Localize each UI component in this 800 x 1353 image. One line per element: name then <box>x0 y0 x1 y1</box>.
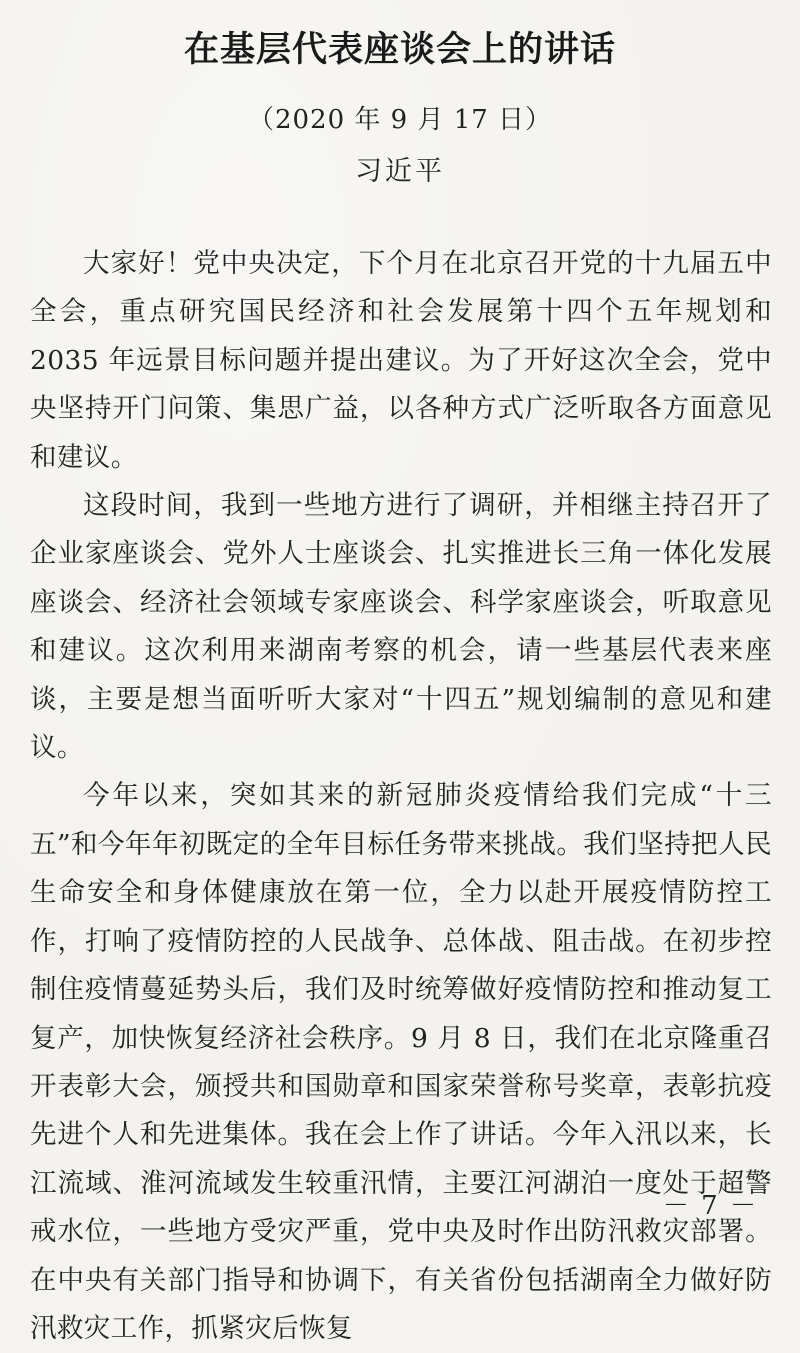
page-title: 在基层代表座谈会上的讲话 <box>183 29 616 70</box>
document-body <box>30 240 772 1353</box>
paragraph-1: 大家好！党中央决定，下个月在北京召开党的十九届五中全会，重点研究国民经济和社会发展第十四个五年规划和 2035 年远景目标问题并提出建议。为了开好这次全会，党中央坚持开门问策、集思广益，以各种方式广泛听取各方面意见和建议。 <box>30 248 772 473</box>
author-name: 习近平 <box>355 156 445 187</box>
paragraph-3: 今年以来，突如其来的新冠肺炎疫情给我们完成“十三五”和今年年初既定的全年目标任务带来挑战。我们坚持把人民生命安全和身体健康放在第一位，全力以赴开展疫情防控工作，打响了疫情防控的人民战争、总体战、阻击战。在初步控制住疫情蔓延势头后，我们及时统筹做好疫情防控和推动复工复产，加快恢复经济社会秩序。9 月 8 日，我们在北京隆重召开表彰大会，颁授共和国勋章和国家荣誉称号奖章，表彰抗疫先进个人和先进集体。我在会上作了讲话。今年入汛以来，长江流域、淮河流域发生较重汛情，主要江河湖泊一度处于超警戒水位，一些地方受灾严重，党中央及时作出防汛救灾部署。在中央有关部门指导和协调下，有关省份包括湖南全力做好防汛救灾工作，抓紧灾后恢复 <box>30 780 772 1344</box>
page-number: － 7 － <box>662 1191 758 1221</box>
paragraph-2: 这段时间，我到一些地方进行了调研，并相继主持召开了企业家座谈会、党外人士座谈会、扎实推进长三角一体化发展座谈会、经济社会领域专家座谈会、科学家座谈会，听取意见和建议。这次利用来湖南考察的机会，请一些基层代表来座谈，主要是想当面听听大家对“十四五”规划编制的意见和建议。 <box>30 490 772 764</box>
speech-date: （2020 年 9 月 17 日） <box>247 105 553 135</box>
